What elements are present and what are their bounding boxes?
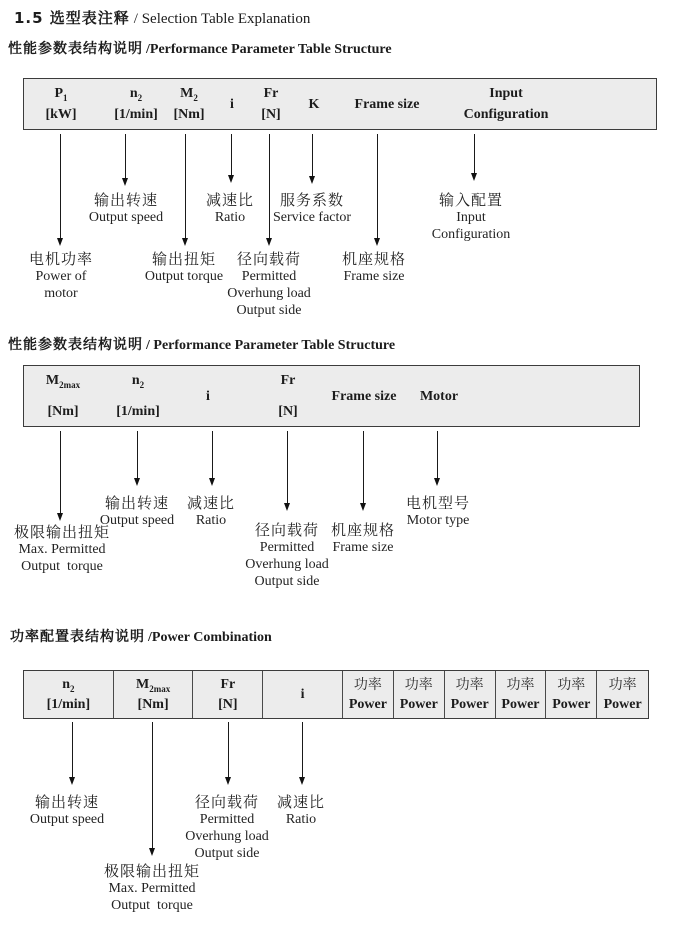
arrow-m2max [152, 722, 153, 848]
col-frame-size: Frame size [331, 388, 397, 404]
col-i: i [230, 96, 234, 112]
arrow-fr [269, 134, 270, 238]
arrow-i [302, 722, 303, 777]
col-m2max: $M_{2max}$ [Nm] [114, 671, 194, 718]
col-n2: $n_2$ [1/min] [24, 671, 114, 718]
label-max-output-torque: 极限输出扭矩 Max. Permitted Output torque [13, 523, 111, 574]
label-power-of-motor: 电机功率 Power of motor [28, 250, 94, 301]
arrow-i [212, 431, 213, 478]
section3-heading [10, 626, 272, 646]
arrow-n2 [125, 134, 126, 178]
page-title-en: / Selection Table Explanation [133, 11, 311, 27]
label-overhung-load: 径向载荷 Permitted Overhung load Output side [185, 793, 269, 861]
label-ratio: 减速比 Ratio [186, 494, 236, 528]
arrow-k [312, 134, 313, 176]
col-power-6: 功率 Power [603, 677, 642, 712]
col-k: K [308, 96, 320, 112]
label-motor-type: 电机型号 Motor type [405, 494, 471, 528]
col-frame-size: Frame size [354, 96, 420, 112]
col-power-3: 功率 Power [445, 671, 496, 718]
performance-table-1 [23, 78, 657, 130]
label-output-speed: 输出转速 Output speed [99, 494, 175, 528]
col-motor: Motor [419, 388, 459, 404]
label-service-factor: 服务系数 Service factor [272, 191, 352, 225]
label-frame-size: 机座规格 Frame size [341, 250, 407, 284]
col-power-4: 功率 Power [496, 671, 547, 718]
label-ratio: 减速比 Ratio [276, 793, 326, 827]
arrow-m2 [185, 134, 186, 238]
page-title [14, 7, 310, 28]
col-power-2: 功率 Power [394, 671, 445, 718]
section3-heading-cn: 功率配置表结构说明 [10, 629, 145, 645]
performance-table-2 [23, 365, 640, 427]
label-ratio: 减速比 Ratio [205, 191, 255, 225]
col-i: i [206, 388, 210, 404]
arrow-n2 [137, 431, 138, 478]
arrow-motor [437, 431, 438, 478]
arrow-fr [287, 431, 288, 503]
col-fr: Fr [N] [193, 671, 263, 718]
section1-heading-en: /Performance Parameter Table Structure [146, 42, 392, 57]
arrow-frame-size [377, 134, 378, 238]
col-p1: $P_1$ [kW] [45, 86, 77, 122]
col-m2max: $M_{2max}$ [Nm] [45, 373, 81, 419]
arrow-frame-size [363, 431, 364, 503]
col-m2: $M_2$ [Nm] [173, 86, 205, 122]
label-frame-size: 机座规格 Frame size [330, 521, 396, 555]
label-overhung-load: 径向载荷 Permitted Overhung load Output side [245, 521, 329, 589]
power-combination-table [23, 670, 649, 719]
label-output-speed: 输出转速 Output speed [29, 793, 105, 827]
col-power-5: 功率 Power [546, 671, 597, 718]
arrow-input-configuration [474, 134, 475, 173]
label-output-speed: 输出转速 Output speed [88, 191, 164, 225]
page-title-cn: 1.5 选型表注释 [14, 9, 130, 27]
label-overhung-load: 径向载荷 Permitted Overhung load Output side [227, 250, 311, 318]
col-i: i [263, 671, 343, 718]
col-fr: Fr [N] [261, 86, 281, 122]
arrow-p1 [60, 134, 61, 238]
section1-heading [8, 38, 392, 58]
col-power-1: 功率 Power [343, 671, 394, 718]
section1-heading-cn: 性能参数表结构说明 [8, 41, 143, 57]
label-input-configuration: 输入配置 Input Configuration [431, 191, 511, 242]
arrow-i [231, 134, 232, 175]
col-n2: $n_2$ [1/min] [116, 373, 160, 419]
label-output-torque: 输出扭矩 Output torque [144, 250, 224, 284]
col-input-configuration: Input Configuration [463, 86, 549, 122]
section3-heading-en: /Power Combination [148, 630, 272, 645]
section2-heading [8, 334, 395, 354]
section2-heading-en: / Performance Parameter Table Structure [146, 338, 396, 353]
arrow-m2max [60, 431, 61, 513]
section2-heading-cn: 性能参数表结构说明 [8, 337, 143, 353]
arrow-n2 [72, 722, 73, 777]
label-max-output-torque: 极限输出扭矩 Max. Permitted Output torque [103, 862, 201, 913]
arrow-fr [228, 722, 229, 777]
col-fr: Fr [N] [278, 373, 298, 419]
col-n2: $n_2$ [1/min] [114, 86, 158, 122]
